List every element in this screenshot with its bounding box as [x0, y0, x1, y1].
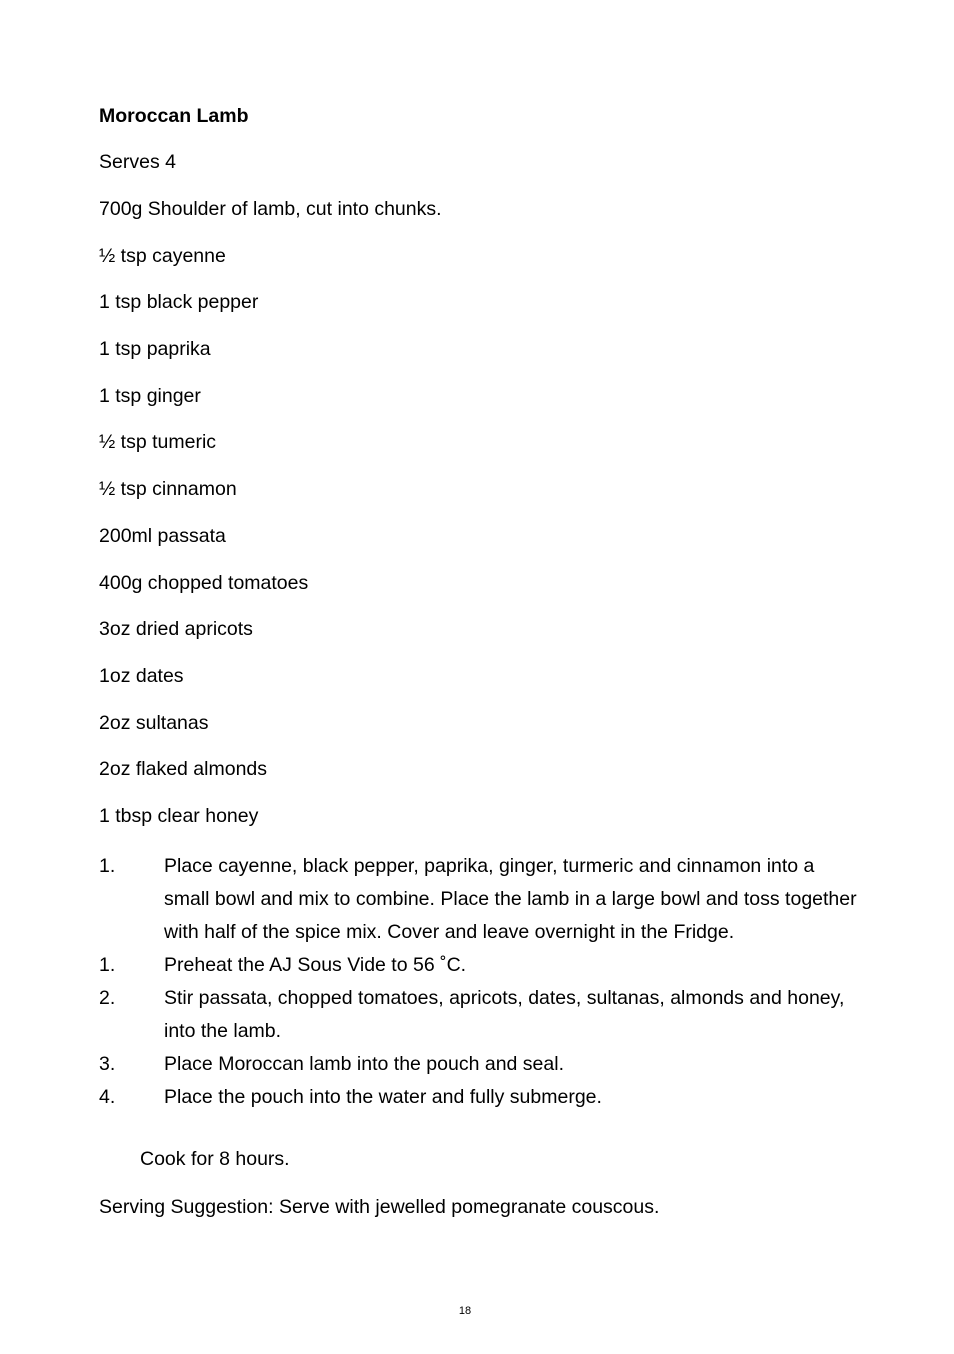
method-step — [99, 982, 859, 1048]
ingredient-item: 1oz dates — [99, 665, 184, 687]
step-text: Preheat the AJ Sous Vide to 56 ˚C. — [164, 954, 467, 976]
step-number: 1. — [99, 855, 116, 877]
step-text: Place Moroccan lamb into the pouch and seal. — [164, 1053, 564, 1075]
ingredient-item: 3oz dried apricots — [99, 618, 253, 640]
method-step — [99, 949, 859, 982]
ingredient-item: 200ml passata — [99, 525, 226, 547]
cook-time: Cook for 8 hours. — [140, 1148, 290, 1170]
ingredient-item: 1 tsp paprika — [99, 338, 211, 360]
method-steps-list — [99, 850, 859, 1114]
step-text: Stir passata, chopped tomatoes, apricots, dates, sultanas, almonds and honey, into the lamb. — [164, 987, 845, 1042]
ingredient-item: ½ tsp cayenne — [99, 245, 226, 267]
ingredient-item: 2oz sultanas — [99, 712, 209, 734]
ingredient-item: 1 tsp ginger — [99, 385, 201, 407]
step-number: 3. — [99, 1053, 116, 1075]
step-number: 1. — [99, 954, 116, 976]
ingredient-item: 1 tsp black pepper — [99, 291, 259, 313]
page-number: 18 — [458, 1305, 472, 1317]
method-step — [99, 1048, 859, 1081]
step-text: Place the pouch into the water and fully submerge. — [164, 1086, 602, 1108]
recipe-title: Moroccan Lamb — [99, 105, 249, 127]
method-step — [99, 850, 859, 949]
method-step — [99, 1081, 859, 1114]
ingredient-item: 400g chopped tomatoes — [99, 572, 309, 594]
step-text: Place cayenne, black pepper, paprika, ginger, turmeric and cinnamon into a small bowl and mix to combine. Place the lamb in a large bowl and toss together with half of the spice mix. Cover and leave overnight in the Fridge. — [164, 855, 857, 943]
step-number: 2. — [99, 987, 116, 1009]
ingredient-item: 1 tbsp clear honey — [99, 805, 259, 827]
serving-suggestion: Serving Suggestion: Serve with jewelled pomegranate couscous. — [99, 1196, 660, 1218]
serves-text: Serves 4 — [99, 151, 176, 173]
ingredient-item: 700g Shoulder of lamb, cut into chunks. — [99, 198, 442, 220]
step-number: 4. — [99, 1086, 116, 1108]
ingredient-item: ½ tsp tumeric — [99, 431, 217, 453]
ingredient-item: ½ tsp cinnamon — [99, 478, 237, 500]
ingredient-item: 2oz flaked almonds — [99, 758, 268, 780]
